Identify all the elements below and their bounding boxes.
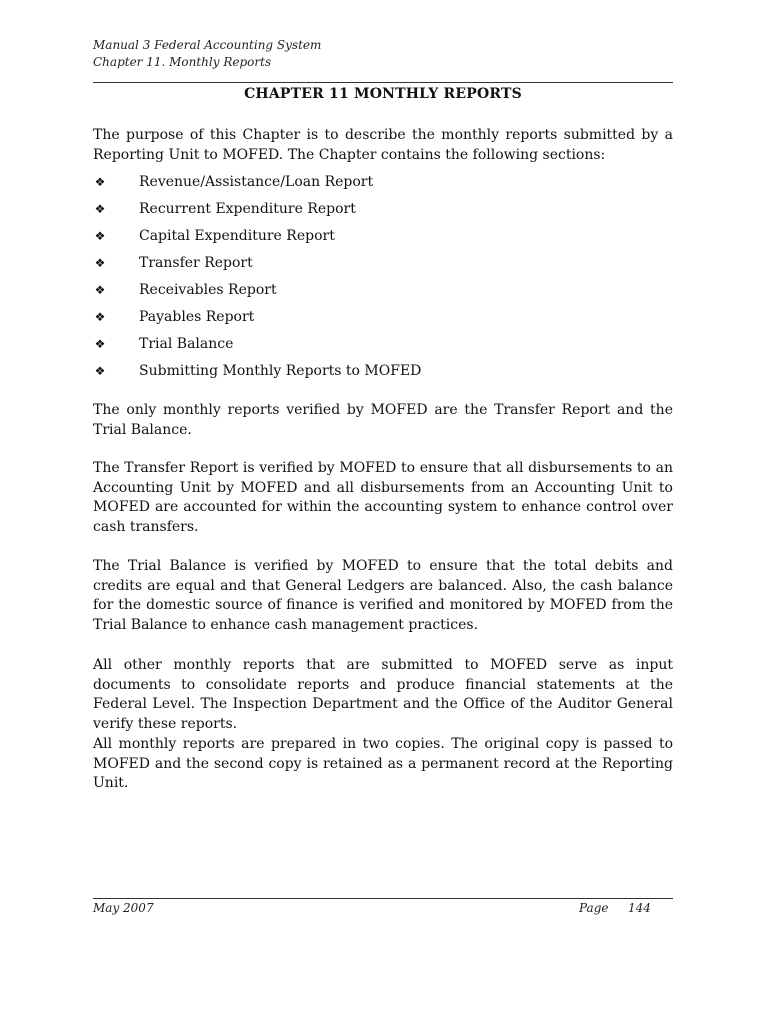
paragraph-transfer-report: The Transfer Report is verified by MOFED to ensure that all disbursements to an Accounting Unit by MOFED and all disbursements from an Accounting Unit to MOFED are accounted for within the accounting system to enhance control over cash transfers. [93, 460, 673, 535]
paragraph-trial-balance: The Trial Balance is verified by MOFED to ensure that the total debits and credits are equal and that General Ledgers are balanced. Also, the cash balance for the domestic source of finance is verified and monitored by MOFED from the Trial Balance to enhance cash management practices. [93, 558, 673, 633]
diamond-bullet-icon: ❖ [94, 256, 106, 270]
diamond-bullet-icon: ❖ [94, 310, 106, 324]
list-item-label: Submitting Monthly Reports to MOFED [139, 363, 422, 379]
list-item-label: Recurrent Expenditure Report [139, 201, 356, 217]
diamond-bullet-icon: ❖ [94, 364, 106, 378]
header-chapter-title: Chapter 11. Monthly Reports [93, 55, 272, 69]
paragraph-verified-reports: The only monthly reports verified by MOFED are the Transfer Report and the Trial Balance. [93, 402, 673, 438]
diamond-bullet-icon: ❖ [94, 202, 106, 216]
diamond-bullet-icon: ❖ [94, 229, 106, 243]
list-item-label: Transfer Report [139, 255, 253, 271]
list-item-label: Payables Report [139, 309, 255, 325]
intro-paragraph: The purpose of this Chapter is to describe the monthly reports submitted by a Reporting Unit to MOFED. The Chapter contains the following sections: [93, 127, 673, 163]
footer-page-label: Page [579, 901, 609, 915]
chapter-title: CHAPTER 11 MONTHLY REPORTS [244, 86, 522, 102]
list-item-label: Receivables Report [139, 282, 277, 298]
paragraph-copies: All monthly reports are prepared in two copies. The original copy is passed to MOFED and the second copy is retained as a permanent record at the Reporting Unit. [93, 736, 673, 792]
diamond-bullet-icon: ❖ [94, 337, 106, 351]
list-item-label: Trial Balance [139, 336, 234, 352]
list-item-label: Capital Expenditure Report [139, 228, 335, 244]
footer-page-number: 144 [628, 901, 651, 915]
diamond-bullet-icon: ❖ [94, 175, 106, 189]
list-item-label: Revenue/Assistance/Loan Report [139, 174, 374, 190]
footer-rule [93, 898, 673, 899]
header-manual-title: Manual 3 Federal Accounting System [93, 38, 322, 52]
running-header [93, 37, 321, 71]
diamond-bullet-icon: ❖ [94, 283, 106, 297]
footer-date: May 2007 [93, 901, 154, 915]
header-rule [93, 82, 673, 83]
paragraph-other-reports: All other monthly reports that are submitted to MOFED serve as input documents to consolidate reports and produce financial statements at the Federal Level. The Inspection Department and the Office of the Auditor General verify these reports. [93, 657, 673, 732]
